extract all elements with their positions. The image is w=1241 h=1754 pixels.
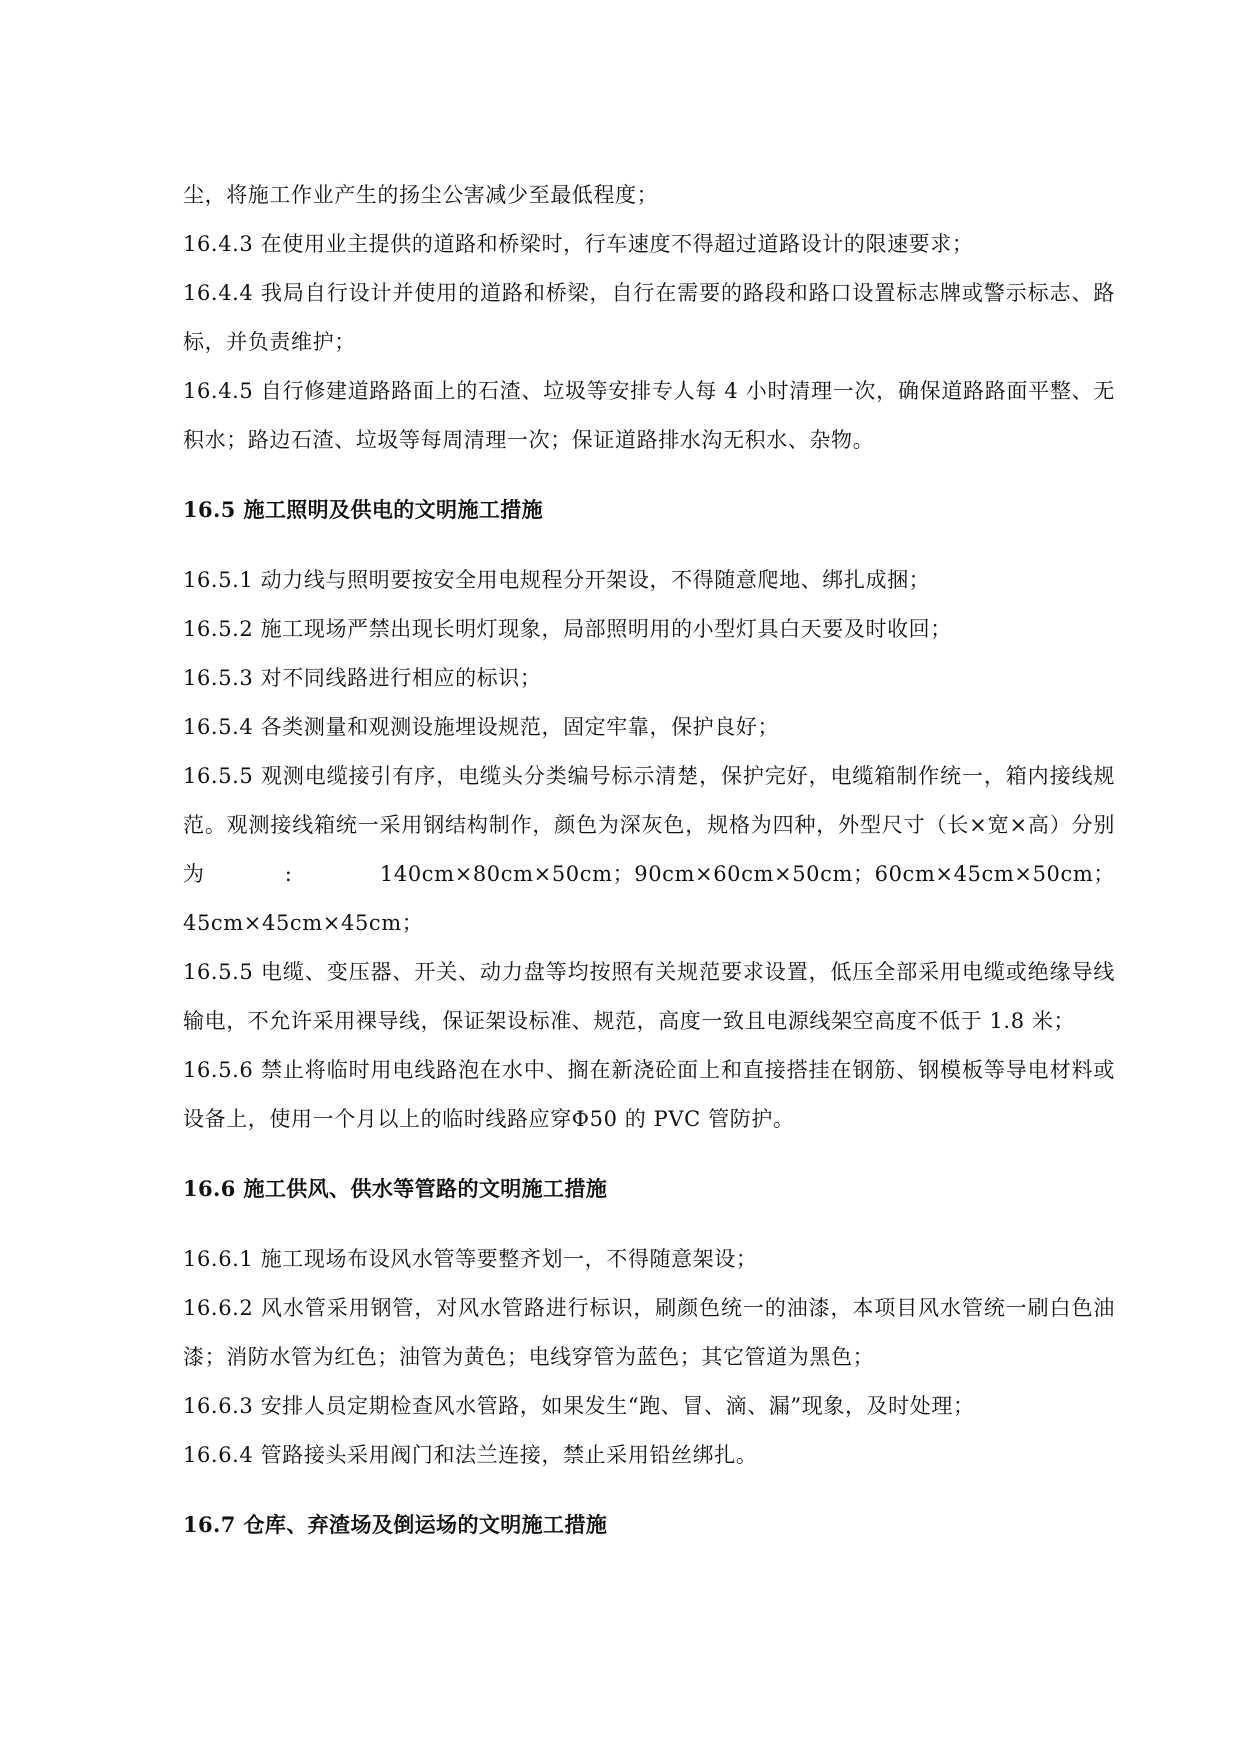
paragraph-16-4-5: 16.4.5 自行修建道路路面上的石渣、垃圾等安排专人每 4 小时清理一次，确保道路路面平整、无积水；路边石渣、垃圾等每周清理一次；保证道路排水沟无积水、杂物。 [183, 379, 1115, 452]
document-body [183, 171, 1115, 1571]
paragraph-16-5-2: 16.5.2 施工现场严禁出现长明灯现象，局部照明用的小型灯具白天要及时收回； [183, 617, 952, 641]
paragraph-16-4-3: 16.4.3 在使用业主提供的道路和桥梁时，行车速度不得超过道路设计的限速要求； [183, 232, 974, 256]
section-heading-16-7: 16.7 仓库、弃渣场及倒运场的文明施工措施 [183, 1512, 608, 1537]
section-heading-16-6: 16.6 施工供风、供水等管路的文明施工措施 [183, 1176, 608, 1201]
paragraph-16-6-2: 16.6.2 风水管采用钢管，对风水管路进行标识，刷颜色统一的油漆，本项目风水管统一刷白色油漆；消防水管为红色；油管为黄色；电线穿管为蓝色；其它管道为黑色； [183, 1296, 1115, 1369]
section-heading-16-5: 16.5 施工照明及供电的文明施工措施 [183, 497, 544, 522]
paragraph-16-5-3: 16.5.3 对不同线路进行相应的标识； [183, 666, 542, 690]
paragraph-16-6-3: 16.6.3 安排人员定期检查风水管路，如果发生“跑、冒、滴、漏”现象，及时处理； [183, 1394, 975, 1418]
paragraph-16-5-1: 16.5.1 动力线与照明要按安全用电规程分开架设，不得随意爬地、绑扎成捆； [183, 568, 931, 592]
paragraph-16-5-4: 16.5.4 各类测量和观测设施埋设规范，固定牢靠，保护良好； [183, 715, 780, 739]
paragraph-16-5-5-cable: 16.5.5 观测电缆接引有序，电缆头分类编号标示清楚，保护完好，电缆箱制作统一，箱内接线规范。观测接线箱统一采用钢结构制作，颜色为深灰色，规格为四种，外型尺寸（长×宽×高）分别为: 140cm×80cm×50cm；90cm×60cm×50cm；60cm×45cm×50cm；45cm×45cm×45cm； [183, 764, 1115, 935]
paragraph-dust-control: 尘，将施工作业产生的扬尘公害减少至最低程度； [183, 183, 659, 207]
paragraph-16-5-6: 16.5.6 禁止将临时用电线路泡在水中、搁在新浇砼面上和直接搭挂在钢筋、钢模板等导电材料或设备上，使用一个月以上的临时线路应穿Φ50 的 PVC 管防护。 [183, 1058, 1115, 1131]
paragraph-16-6-4: 16.6.4 管路接头采用阀门和法兰连接，禁止采用铅丝绑扎。 [183, 1443, 758, 1467]
paragraph-16-4-4: 16.4.4 我局自行设计并使用的道路和桥梁，自行在需要的路段和路口设置标志牌或警示标志、路标，并负责维护； [183, 281, 1115, 354]
paragraph-16-6-1: 16.6.1 施工现场布设风水管等要整齐划一，不得随意架设； [183, 1247, 758, 1271]
paragraph-16-5-5-transformer: 16.5.5 电缆、变压器、开关、动力盘等均按照有关规范要求设置，低压全部采用电缆或绝缘导线输电，不允许采用裸导线，保证架设标准、规范，高度一致且电源线架空高度不低于 1.8 米； [183, 960, 1115, 1033]
